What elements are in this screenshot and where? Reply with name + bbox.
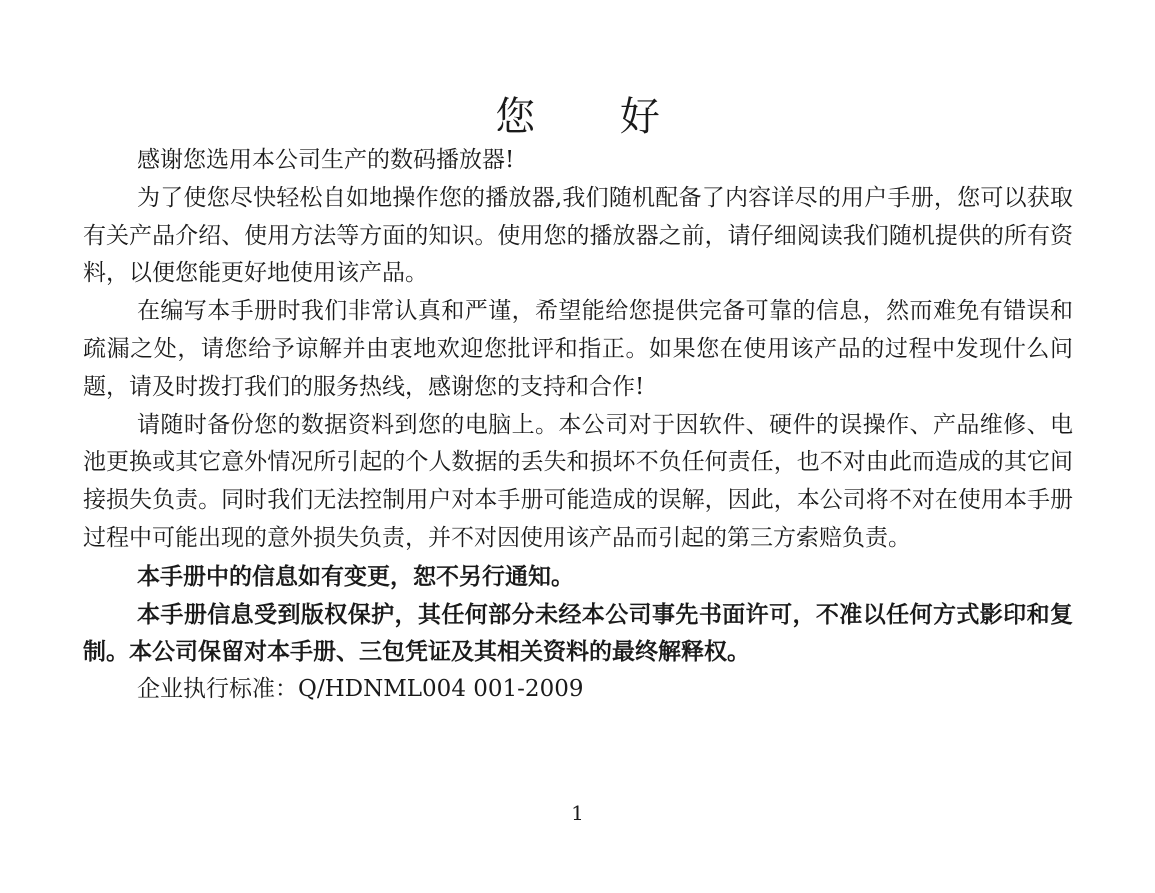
paragraph-copyright: 本手册信息受到版权保护，其任何部分未经本公司事先书面许可，不准以任何方式影印和复制。本公司保留对本手册、三包凭证及其相关资料的最终解释权。 xyxy=(83,600,1073,666)
page-number: 1 xyxy=(571,801,584,825)
page-title: 您 好 xyxy=(495,94,696,140)
paragraph-errors-feedback: 在编写本手册时我们非常认真和严谨，希望能给您提供完备可靠的信息，然而难免有错误和疏漏之处，请您给予谅解并由衷地欢迎您批评和指正。如果您在使用该产品的过程中发现什么问题，请及时拨打我们的服务热线，感谢您的支持和合作! xyxy=(83,298,1073,400)
body-text xyxy=(83,142,1073,709)
paragraph-manual-intro: 为了使您尽快轻松自如地操作您的播放器,我们随机配备了内容详尽的用户手册，您可以获取有关产品介绍、使用方法等方面的知识。使用您的播放器之前，请仔细阅读我们随机提供的所有资料，以便您能更好地使用该产品。 xyxy=(83,184,1073,287)
paragraph-backup-disclaimer: 请随时备份您的数据资料到您的电脑上。本公司对于因软件、硬件的误操作、产品维修、电池更换或其它意外情况所引起的个人数据的丢失和损坏不负任何责任，也不对由此而造成的其它间接损失负责。同时我们无法控制用户对本手册可能造成的误解，因此，本公司将不对在使用本手册过程中可能出现的意外损失负责，并不对因使用该产品而引起的第三方索赔负责。 xyxy=(83,411,1073,551)
paragraph-thanks: 感谢您选用本公司生产的数码播放器! xyxy=(137,147,515,173)
paragraph-standard: 企业执行标准：Q/HDNML004 001-2009 xyxy=(137,676,584,703)
paragraph-change-notice: 本手册中的信息如有变更，恕不另行通知。 xyxy=(137,562,574,590)
